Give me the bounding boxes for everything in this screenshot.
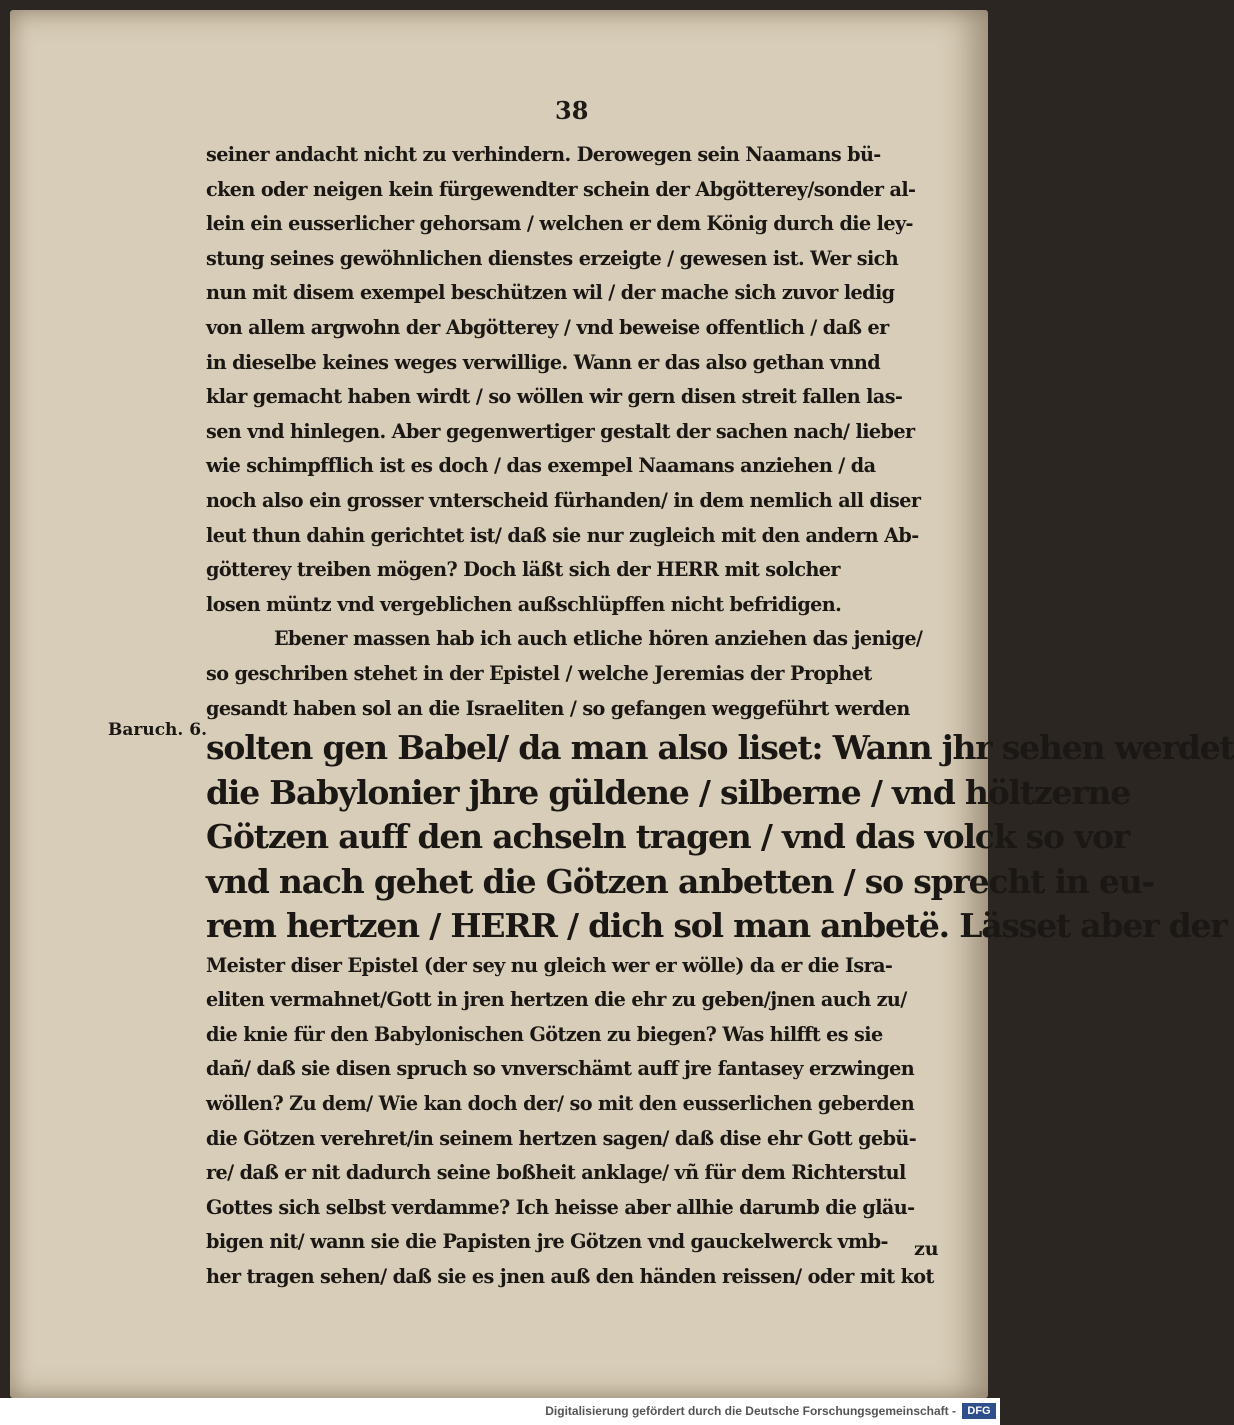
text-line: Meister diser Epistel (der sey nu gleich wer er wölle) da er die Isra-	[206, 953, 893, 977]
text-line: die Götzen verehret/in seinem hertzen sagen/ daß dise ehr Gott gebü-	[206, 1126, 917, 1150]
text-line: die knie für den Babylonischen Götzen zu biegen? Was hilfft es sie	[206, 1022, 883, 1046]
text-line: eliten vermahnet/Gott in jren hertzen die ehr zu geben/jnen auch zu/	[206, 988, 907, 1012]
text-line: seiner andacht nicht zu verhindern. Derowegen sein Naamans bü-	[206, 143, 881, 166]
text-line: Gottes sich selbst verdamme? Ich heisse aber allhie darumb die gläu-	[206, 1195, 915, 1219]
text-line: sen vnd hinlegen. Aber gegenwertiger gestalt der sachen nach/ lieber	[206, 419, 915, 443]
footer-bar	[0, 1398, 1000, 1425]
text-line: gesandt haben sol an die Israeliten / so gefangen weggeführt werden	[206, 696, 910, 720]
funding-notice: Digitalisierung gefördert durch die Deutsche Forschungsgemeinschaft -	[545, 1404, 956, 1418]
text-line: götterey treiben mögen? Doch läßt sich der HERR mit solcher	[206, 558, 840, 582]
text-line: dañ/ daß sie disen spruch so vnverschämt auff jre fantasey erzwingen	[206, 1057, 915, 1081]
text-line: solten gen Babel/ da man also liset: Wann jhr sehen werdet	[206, 728, 1234, 768]
margin-note: Baruch. 6.	[108, 720, 207, 740]
text-line: stung seines gewöhnlichen dienstes erzeigte / gewesen ist. Wer sich	[206, 246, 899, 270]
text-line: rem hertzen / HERR / dich sol man anbetë. Lässet aber der	[206, 906, 1227, 946]
text-line: lein ein eusserlicher gehorsam / welchen er dem König durch die ley-	[206, 212, 913, 236]
text-line: Ebener massen hab ich auch etliche hören anziehen das jenige/	[274, 627, 923, 651]
text-line: von allem argwohn der Abgötterey / vnd beweise offentlich / daß er	[206, 315, 889, 339]
page-number: 38	[555, 96, 589, 125]
text-line: in dieselbe keines weges verwillige. Wann er das also gethan vnnd	[206, 350, 881, 374]
text-line: so geschriben stehet in der Epistel / welche Jeremias der Prophet	[206, 661, 872, 685]
text-line: noch also ein grosser vnterscheid fürhanden/ in dem nemlich all diser	[206, 488, 921, 512]
text-line: wie schimpfflich ist es doch / das exempel Naamans anziehen / da	[206, 454, 876, 478]
book-page	[10, 10, 1234, 1398]
text-line: vnd nach gehet die Götzen anbetten / so sprecht in eu-	[206, 861, 1155, 901]
text-line: losen müntz vnd vergeblichen außschlüpffen nicht befridigen.	[206, 592, 842, 616]
text-line: klar gemacht haben wirdt / so wöllen wir gern disen streit fallen las-	[206, 385, 903, 409]
text-line: Götzen auff den achseln tragen / vnd das volck so vor	[206, 817, 1130, 857]
text-line: nun mit disem exempel beschützen wil / der mache sich zuvor ledig	[206, 281, 895, 305]
dfg-logo: DFG	[962, 1403, 996, 1419]
text-line: wöllen? Zu dem/ Wie kan doch der/ so mit den eusserlichen geberden	[206, 1091, 915, 1115]
text-line: her tragen sehen/ daß sie es jnen auß den händen reissen/ oder mit kot	[206, 1264, 934, 1288]
text-line: re/ daß er nit dadurch seine boßheit anklage/ vñ für dem Richterstul	[206, 1161, 906, 1185]
text-line: leut thun dahin gerichtet ist/ daß sie nur zugleich mit den andern Ab-	[206, 523, 919, 547]
text-line: bigen nit/ wann sie die Papisten jre Götzen vnd gauckelwerck vmb-	[206, 1230, 888, 1254]
text-line: die Babylonier jhre güldene / silberne / vnd höltzerne	[206, 772, 1131, 812]
catchword: zu	[914, 1238, 939, 1260]
body-text	[206, 138, 1234, 1295]
text-line: cken oder neigen kein fürgewendter schein der Abgötterey/sonder al-	[206, 177, 916, 201]
